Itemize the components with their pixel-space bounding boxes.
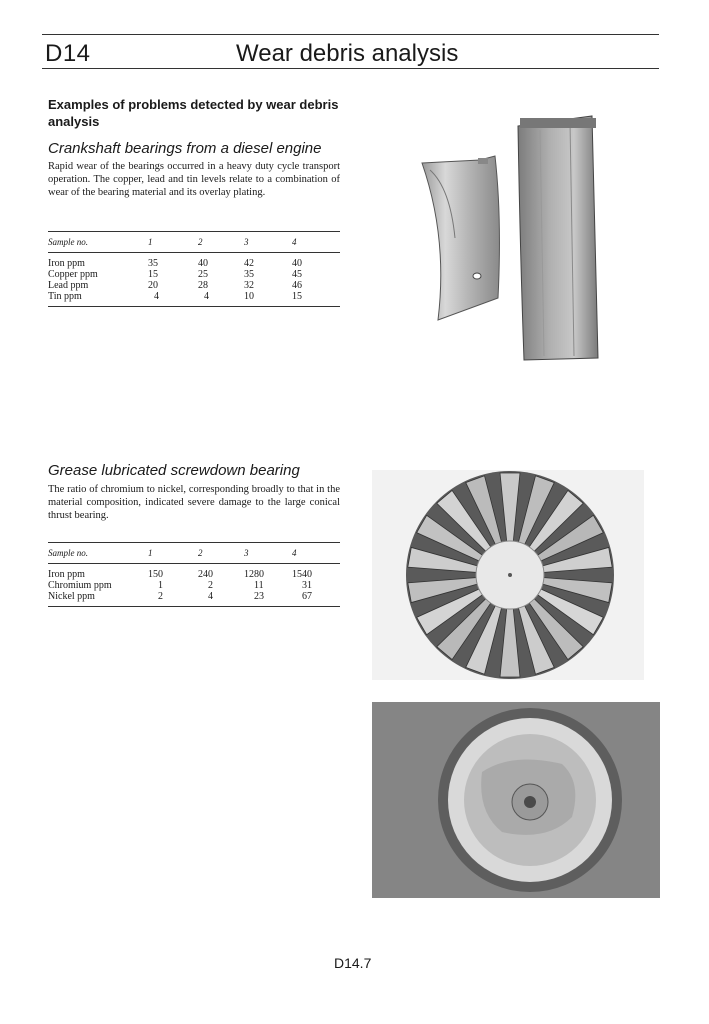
table-cell: 46 [292, 280, 302, 291]
header-top-rule [42, 34, 659, 35]
table-cell: Tin ppm [48, 291, 82, 302]
table-cell: 10 [244, 291, 254, 302]
table-cell: 35 [148, 258, 158, 269]
table-cell: 2 [158, 591, 163, 602]
table-cell: Iron ppm [48, 569, 85, 580]
table-cell: 40 [198, 258, 208, 269]
table-cell: 240 [198, 569, 213, 580]
table-header-cell: 2 [198, 548, 203, 558]
table-header-cell: Sample no. [48, 548, 88, 558]
table-row [48, 591, 340, 607]
table-cell: 15 [148, 269, 158, 280]
table-header-cell: 3 [244, 237, 249, 247]
table-cell: 4 [204, 291, 209, 302]
table-header-row [48, 232, 340, 253]
table-cell: 2 [208, 580, 213, 591]
thrust-washer-photo [372, 702, 660, 898]
table-cell: Nickel ppm [48, 591, 95, 602]
table-cell: 28 [198, 280, 208, 291]
section-code: D14 [45, 40, 91, 67]
example1-title: Crankshaft bearings from a diesel engine [48, 140, 322, 157]
table-cell: 150 [148, 569, 163, 580]
table-cell: Iron ppm [48, 258, 85, 269]
table-header-cell: 3 [244, 548, 249, 558]
header-bottom-rule [42, 68, 659, 69]
table-header-cell: Sample no. [48, 237, 88, 247]
table-header-row [48, 543, 340, 564]
table-row [48, 291, 340, 307]
conical-rollers-photo [372, 470, 644, 680]
table-header-cell: 4 [292, 237, 297, 247]
table-cell: Lead ppm [48, 280, 89, 291]
page-number: D14.7 [334, 955, 372, 971]
section-heading: Examples of problems detected by wear debris analysis [48, 97, 339, 129]
table-header-cell: 1 [148, 237, 153, 247]
example2-title: Grease lubricated screwdown bearing [48, 462, 300, 479]
table-cell: 23 [254, 591, 264, 602]
example1-table [48, 231, 340, 307]
page-title: Wear debris analysis [236, 40, 459, 67]
table-header-cell: 2 [198, 237, 203, 247]
table-cell: 4 [154, 291, 159, 302]
table-row [48, 564, 340, 581]
table-header-cell: 4 [292, 548, 297, 558]
example2-table [48, 542, 340, 607]
table-cell: Copper ppm [48, 269, 98, 280]
table-cell: 20 [148, 280, 158, 291]
table-cell: 40 [292, 258, 302, 269]
table-cell: 25 [198, 269, 208, 280]
table-row [48, 269, 340, 280]
table-cell: 45 [292, 269, 302, 280]
table-cell: 31 [302, 580, 312, 591]
table-cell: Chromium ppm [48, 580, 112, 591]
bearing-shells-photo [420, 108, 610, 364]
table-row [48, 253, 340, 270]
table-cell: 32 [244, 280, 254, 291]
table-row [48, 280, 340, 291]
table-cell: 67 [302, 591, 312, 602]
example2-text: The ratio of chromium to nickel, corresponding broadly to that in the material composition, indicated severe damage to the large conical thrust bearing. [48, 484, 340, 521]
table-cell: 42 [244, 258, 254, 269]
table-cell: 15 [292, 291, 302, 302]
table-row [48, 580, 340, 591]
table-header-cell: 1 [148, 548, 153, 558]
table-cell: 4 [208, 591, 213, 602]
table-cell: 1540 [292, 569, 312, 580]
table-cell: 1280 [244, 569, 264, 580]
table-cell: 35 [244, 269, 254, 280]
example1-text: Rapid wear of the bearings occurred in a heavy duty cycle transport operation. The copper, lead and tin levels relate to a combination of wear of the bearing material and its overlay plating. [48, 161, 340, 198]
table-cell: 1 [158, 580, 163, 591]
table-cell: 11 [254, 580, 264, 591]
